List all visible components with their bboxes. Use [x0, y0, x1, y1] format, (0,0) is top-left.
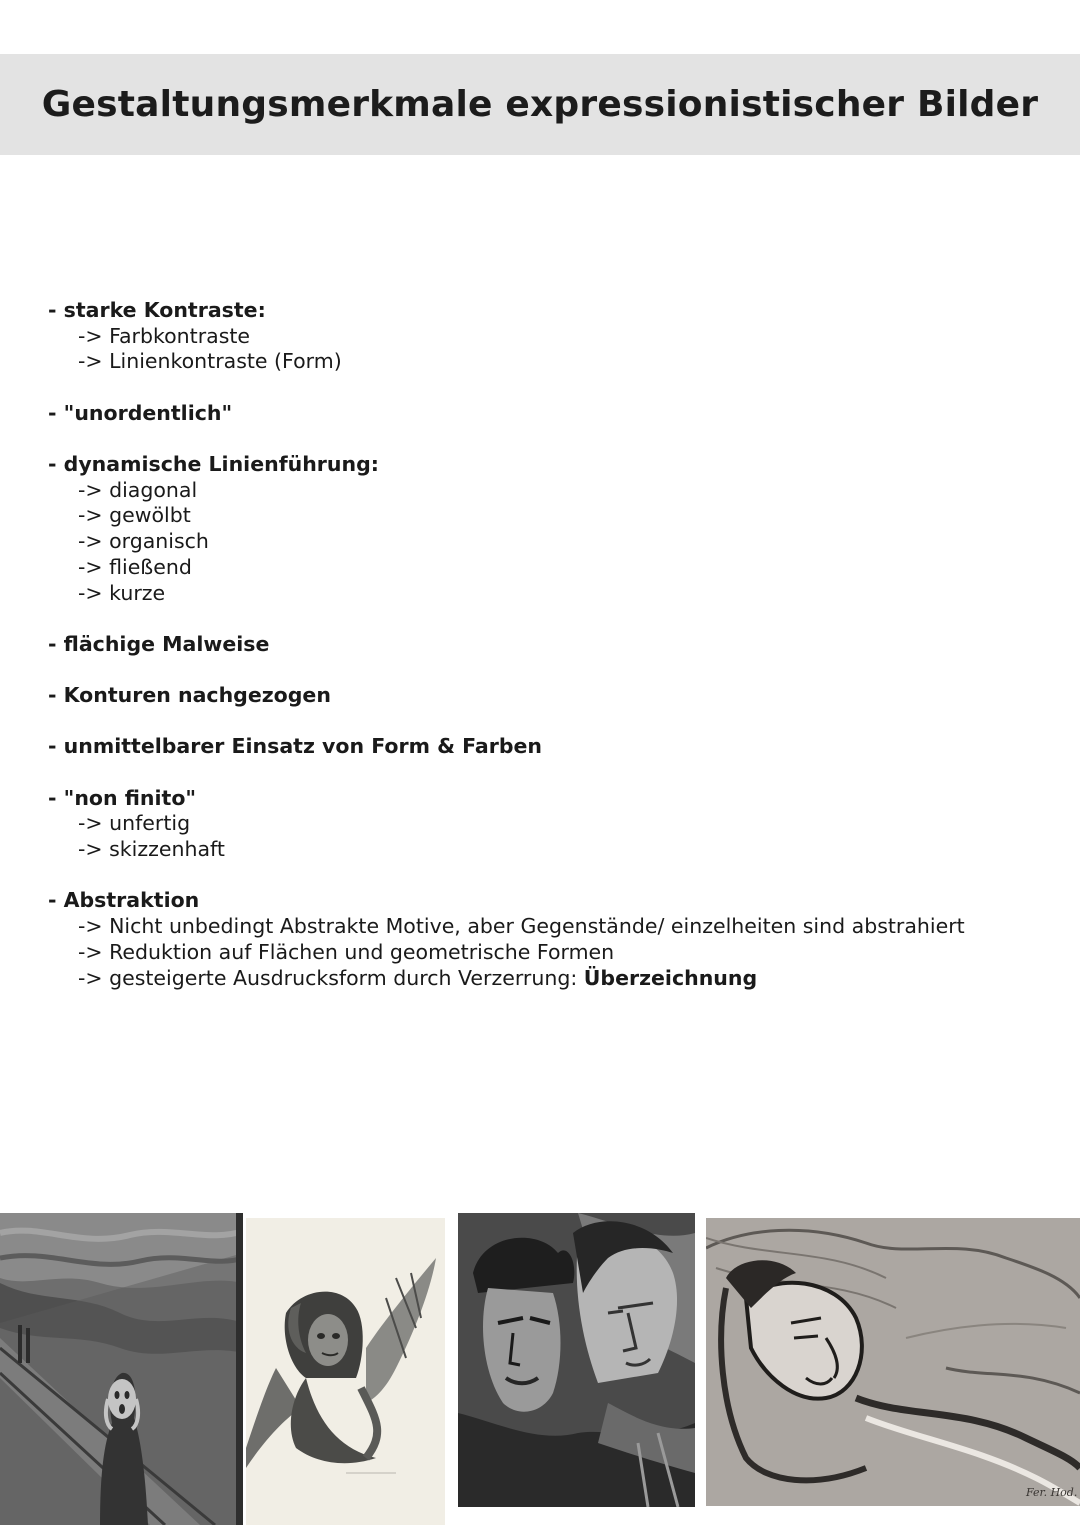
feature-item-konturen	[48, 683, 1038, 709]
feature-list	[48, 298, 1038, 1017]
artwork-signature: Fer. Hod.	[1026, 1486, 1078, 1499]
feature-heading: - flächige Malweise	[48, 631, 270, 656]
woman-lithograph-image	[246, 1218, 445, 1525]
page-title: Gestaltungsmerkmale expressionistischer Bilder	[41, 84, 1039, 125]
emphasis-bold: Überzeichnung	[583, 965, 758, 990]
feature-subitem: -> organisch	[78, 529, 209, 554]
feature-item-einsatz	[48, 734, 1038, 760]
feature-subitem: -> unfertig	[78, 811, 191, 836]
feature-subitem: -> gewölbt	[78, 503, 191, 528]
feature-subitem: -> Reduktion auf Flächen und geometrische Formen	[78, 939, 615, 964]
feature-heading: - "unordentlich"	[48, 400, 233, 425]
feature-heading: - unmittelbarer Einsatz von Form & Farben	[48, 734, 543, 759]
feature-item-non-finito	[48, 786, 1038, 863]
feature-subitem: -> kurze	[78, 580, 166, 605]
feature-heading: - starke Kontraste:	[48, 298, 266, 322]
reclining-figure-sketch-image	[706, 1218, 1080, 1506]
feature-item-abstraktion	[48, 888, 1038, 991]
feature-subitem: -> diagonal	[78, 477, 198, 502]
feature-subitem: -> fließend	[78, 554, 192, 579]
feature-item-kontraste	[48, 298, 1038, 375]
feature-subitem-emphasis	[48, 966, 1038, 992]
feature-item-unordentlich	[48, 401, 1038, 427]
feature-heading: - Konturen nachgezogen	[48, 683, 331, 708]
feature-item-malweise	[48, 632, 1038, 658]
feature-heading: - Abstraktion	[48, 888, 200, 913]
feature-subitem: -> skizzenhaft	[78, 837, 225, 862]
emphasis-prefix: -> gesteigerte Ausdrucksform durch Verzerrung:	[78, 965, 584, 990]
feature-subitem: -> Linienkontraste (Form)	[78, 349, 342, 374]
title-bar	[0, 54, 1080, 155]
feature-heading: - dynamische Linienführung:	[48, 452, 379, 476]
feature-subitem: -> Farbkontraste	[78, 323, 251, 348]
artwork-gallery	[0, 1210, 1080, 1527]
feature-heading: - "non finito"	[48, 785, 197, 810]
feature-item-linienfuehrung	[48, 452, 1038, 606]
feature-subitem: -> Nicht unbedingt Abstrakte Motive, aber Gegenstände/ einzelheiten sind abstrahiert	[78, 914, 965, 939]
scream-painting-image	[0, 1213, 243, 1525]
two-faces-painting-image	[458, 1213, 695, 1507]
